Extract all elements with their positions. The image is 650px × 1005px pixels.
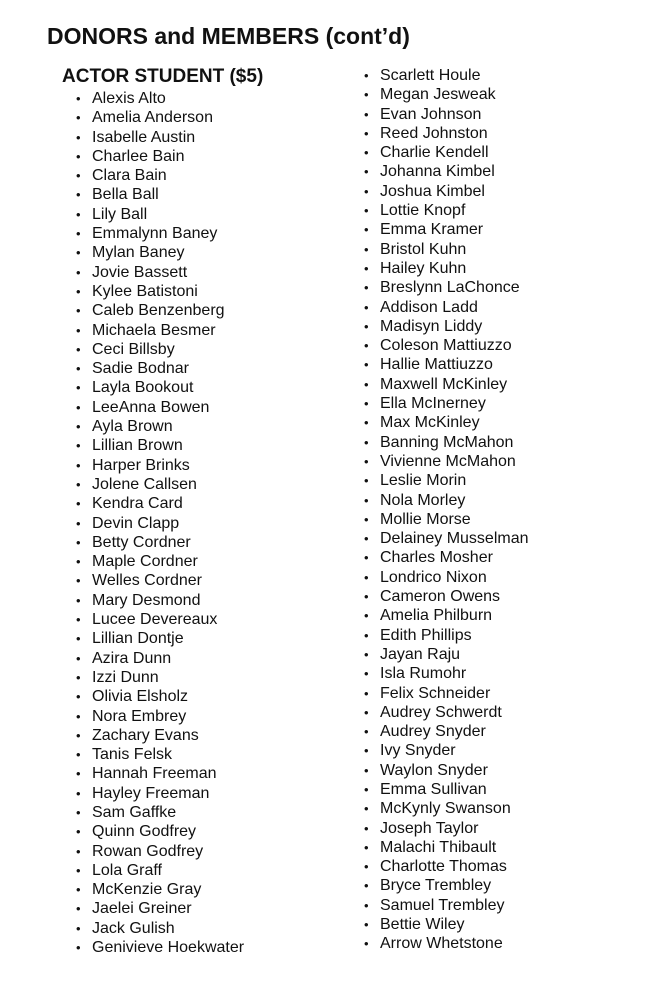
list-item: • Amelia Anderson bbox=[76, 108, 244, 127]
list-item: • Londrico Nixon bbox=[364, 568, 529, 587]
list-item: • Devin Clapp bbox=[76, 514, 244, 533]
list-item: • Nora Embrey bbox=[76, 707, 244, 726]
list-item: • Cameron Owens bbox=[364, 587, 529, 606]
list-item: • Izzi Dunn bbox=[76, 668, 244, 687]
list-item: • Charlie Kendell bbox=[364, 143, 529, 162]
list-item: • Johanna Kimbel bbox=[364, 162, 529, 181]
list-item: • Mylan Baney bbox=[76, 243, 244, 262]
list-item: • Coleson Mattiuzzo bbox=[364, 336, 529, 355]
list-item: • Alexis Alto bbox=[76, 89, 244, 108]
list-item: • Mary Desmond bbox=[76, 591, 244, 610]
list-item: • Genivieve Hoekwater bbox=[76, 938, 244, 957]
list-item: • Sadie Bodnar bbox=[76, 359, 244, 378]
list-item: • Harper Brinks bbox=[76, 456, 244, 475]
list-item: • Reed Johnston bbox=[364, 124, 529, 143]
list-item: • Ceci Billsby bbox=[76, 340, 244, 359]
list-item: • Ella McInerney bbox=[364, 394, 529, 413]
list-item: • Addison Ladd bbox=[364, 298, 529, 317]
list-item: • Kylee Batistoni bbox=[76, 282, 244, 301]
list-item: • Azira Dunn bbox=[76, 649, 244, 668]
list-item: • Jaelei Greiner bbox=[76, 899, 244, 918]
list-item: • Rowan Godfrey bbox=[76, 842, 244, 861]
list-item: • Bella Ball bbox=[76, 185, 244, 204]
list-item: • Madisyn Liddy bbox=[364, 317, 529, 336]
list-item: • Sam Gaffke bbox=[76, 803, 244, 822]
list-item: • Maple Cordner bbox=[76, 552, 244, 571]
list-item: • Joseph Taylor bbox=[364, 819, 529, 838]
list-item: • Joshua Kimbel bbox=[364, 182, 529, 201]
list-item: • Charlotte Thomas bbox=[364, 857, 529, 876]
list-item: • LeeAnna Bowen bbox=[76, 398, 244, 417]
list-item: • Emmalynn Baney bbox=[76, 224, 244, 243]
list-item: • Tanis Felsk bbox=[76, 745, 244, 764]
list-item: • Ayla Brown bbox=[76, 417, 244, 436]
list-item: • Breslynn LaChonce bbox=[364, 278, 529, 297]
list-item: • Ivy Snyder bbox=[364, 741, 529, 760]
list-item: • Max McKinley bbox=[364, 413, 529, 432]
list-item: • Malachi Thibault bbox=[364, 838, 529, 857]
list-item: • McKynly Swanson bbox=[364, 799, 529, 818]
list-item: • Hayley Freeman bbox=[76, 784, 244, 803]
list-item: • Clara Bain bbox=[76, 166, 244, 185]
list-item: • Delainey Musselman bbox=[364, 529, 529, 548]
list-item: • Mollie Morse bbox=[364, 510, 529, 529]
list-item: • Arrow Whetstone bbox=[364, 934, 529, 953]
list-item: • Maxwell McKinley bbox=[364, 375, 529, 394]
list-item: • Bryce Trembley bbox=[364, 876, 529, 895]
list-item: • Lillian Brown bbox=[76, 436, 244, 455]
list-item: • Kendra Card bbox=[76, 494, 244, 513]
list-item: • Samuel Trembley bbox=[364, 896, 529, 915]
list-item: • Olivia Elsholz bbox=[76, 687, 244, 706]
list-item: • Vivienne McMahon bbox=[364, 452, 529, 471]
list-item: • Hannah Freeman bbox=[76, 764, 244, 783]
list-item: • Edith Phillips bbox=[364, 626, 529, 645]
list-item: • Audrey Snyder bbox=[364, 722, 529, 741]
list-item: • Nola Morley bbox=[364, 491, 529, 510]
list-item: • Hallie Mattiuzzo bbox=[364, 355, 529, 374]
list-item: • Jack Gulish bbox=[76, 919, 244, 938]
list-item: • Jolene Callsen bbox=[76, 475, 244, 494]
list-item: • Isabelle Austin bbox=[76, 128, 244, 147]
list-item: • Emma Sullivan bbox=[364, 780, 529, 799]
left-name-list bbox=[76, 89, 244, 957]
list-item: • Felix Schneider bbox=[364, 684, 529, 703]
list-item: • Hailey Kuhn bbox=[364, 259, 529, 278]
list-item: • Charles Mosher bbox=[364, 548, 529, 567]
list-item: • Lottie Knopf bbox=[364, 201, 529, 220]
list-item: • Charlee Bain bbox=[76, 147, 244, 166]
list-item: • Isla Rumohr bbox=[364, 664, 529, 683]
list-item: • Waylon Snyder bbox=[364, 761, 529, 780]
list-item: • Michaela Besmer bbox=[76, 321, 244, 340]
right-name-list bbox=[364, 66, 529, 954]
list-item: • Quinn Godfrey bbox=[76, 822, 244, 841]
list-item: • Zachary Evans bbox=[76, 726, 244, 745]
list-item: • Bettie Wiley bbox=[364, 915, 529, 934]
list-item: • Megan Jesweak bbox=[364, 85, 529, 104]
list-item: • Jovie Bassett bbox=[76, 263, 244, 282]
list-item: • Lily Ball bbox=[76, 205, 244, 224]
list-item: • Layla Bookout bbox=[76, 378, 244, 397]
page-title: DONORS and MEMBERS (cont’d) bbox=[47, 23, 410, 49]
list-item: • Lola Graff bbox=[76, 861, 244, 880]
list-item: • Lucee Devereaux bbox=[76, 610, 244, 629]
list-item: • Caleb Benzenberg bbox=[76, 301, 244, 320]
list-item: • Emma Kramer bbox=[364, 220, 529, 239]
section-heading: ACTOR STUDENT ($5) bbox=[62, 66, 264, 87]
list-item: • Scarlett Houle bbox=[364, 66, 529, 85]
list-item: • Betty Cordner bbox=[76, 533, 244, 552]
list-item: • Audrey Schwerdt bbox=[364, 703, 529, 722]
list-item: • Lillian Dontje bbox=[76, 629, 244, 648]
list-item: • Amelia Philburn bbox=[364, 606, 529, 625]
list-item: • Leslie Morin bbox=[364, 471, 529, 490]
list-item: • Banning McMahon bbox=[364, 433, 529, 452]
list-item: • Evan Johnson bbox=[364, 105, 529, 124]
list-item: • McKenzie Gray bbox=[76, 880, 244, 899]
list-item: • Welles Cordner bbox=[76, 571, 244, 590]
list-item: • Jayan Raju bbox=[364, 645, 529, 664]
list-item: • Bristol Kuhn bbox=[364, 240, 529, 259]
